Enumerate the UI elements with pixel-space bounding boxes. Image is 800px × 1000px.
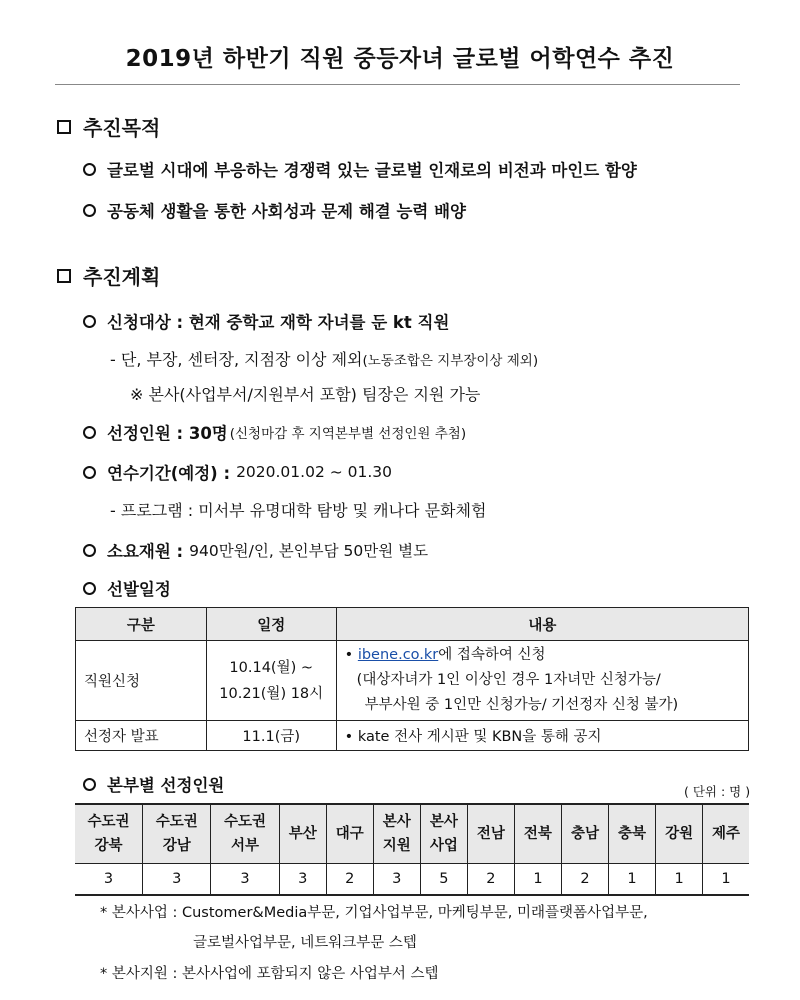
region-header: 충남 bbox=[561, 804, 608, 864]
section-purpose-heading bbox=[57, 112, 160, 141]
target-item: 신청대상 : 현재 중학교 재학 자녀를 둔 kt 직원 bbox=[83, 309, 449, 333]
region-header: 전남 bbox=[467, 804, 514, 864]
region-header: 대구 bbox=[326, 804, 373, 864]
table-header-row bbox=[76, 608, 749, 641]
page-title: 2019년 하반기 직원 중등자녀 글로벌 어학연수 추진 bbox=[125, 46, 675, 72]
region-count: 2 bbox=[326, 864, 373, 896]
purpose-item: 공동체 생활을 통한 사회성과 문제 해결 능력 배양 bbox=[83, 198, 466, 222]
section-plan-heading bbox=[57, 261, 160, 290]
circle-bullet-icon bbox=[83, 204, 96, 217]
table-row bbox=[76, 641, 749, 721]
region-count: 2 bbox=[561, 864, 608, 896]
region-header: 본사 사업 bbox=[420, 804, 467, 864]
count-item: 선정인원 : 30명 (신청마감 후 지역본부별 선정인원 추첨) bbox=[83, 420, 466, 444]
target-note: ※ 본사(사업부서/지원부서 포함) 팀장은 지원 가능 bbox=[130, 385, 481, 404]
circle-bullet-icon bbox=[83, 582, 96, 595]
category-cell: 선정자 발표 bbox=[76, 721, 207, 751]
category-cell: 직원신청 bbox=[76, 641, 207, 721]
circle-bullet-icon bbox=[83, 778, 96, 791]
date-cell: 11.1(금) bbox=[206, 721, 336, 751]
region-header: 수도권 강북 bbox=[75, 804, 143, 864]
region-count: 3 bbox=[143, 864, 211, 896]
quota-table bbox=[75, 803, 749, 896]
region-count: 1 bbox=[514, 864, 561, 896]
table-header-row bbox=[75, 804, 749, 864]
column-header: 구분 bbox=[76, 608, 207, 641]
target-exclusion: - 단, 부장, 센터장, 지점장 이상 제외(노동조합은 지부장이상 제외) bbox=[110, 350, 539, 369]
column-header: 내용 bbox=[336, 608, 748, 641]
region-header: 부산 bbox=[279, 804, 326, 864]
section-purpose-label: 추진목적 bbox=[83, 116, 161, 140]
ibene-link[interactable]: ibene.co.kr bbox=[357, 647, 439, 663]
region-count: 1 bbox=[656, 864, 703, 896]
purpose-item: 글로벌 시대에 부응하는 경쟁력 있는 글로벌 인재로의 비전과 마인드 함양 bbox=[83, 157, 637, 181]
region-count: 3 bbox=[279, 864, 326, 896]
square-bullet-icon bbox=[57, 269, 71, 283]
region-count: 1 bbox=[703, 864, 749, 896]
period-item: 연수기간(예정) : 2020.01.02 ~ 01.30 bbox=[83, 460, 392, 484]
date-cell: 10.14(월) ~ 10.21(월) 18시 bbox=[206, 641, 336, 721]
region-count: 2 bbox=[467, 864, 514, 896]
region-count: 3 bbox=[75, 864, 143, 896]
column-header: 일정 bbox=[206, 608, 336, 641]
circle-bullet-icon bbox=[83, 315, 96, 328]
circle-bullet-icon bbox=[83, 163, 96, 176]
region-header: 충북 bbox=[609, 804, 656, 864]
circle-bullet-icon bbox=[83, 544, 96, 557]
region-header: 전북 bbox=[514, 804, 561, 864]
schedule-table bbox=[75, 607, 749, 751]
content-cell: • kate 전사 게시판 및 KBN을 통해 공지 bbox=[336, 721, 748, 751]
region-count: 3 bbox=[211, 864, 279, 896]
region-count: 5 bbox=[420, 864, 467, 896]
square-bullet-icon bbox=[57, 120, 71, 134]
footnote-business-cont: 글로벌사업부문, 네트워크부문 스텝 bbox=[193, 935, 417, 951]
budget-item: 소요재원 : 940만원/인, 본인부담 50만원 별도 bbox=[83, 538, 428, 562]
unit-label: ( 단위 : 명 ) bbox=[684, 784, 751, 799]
circle-bullet-icon bbox=[83, 466, 96, 479]
table-row bbox=[75, 864, 749, 896]
quota-item: 본부별 선정인원 bbox=[83, 772, 224, 796]
region-header: 수도권 강남 bbox=[143, 804, 211, 864]
region-count: 3 bbox=[373, 864, 420, 896]
region-count: 1 bbox=[609, 864, 656, 896]
region-header: 수도권 서부 bbox=[211, 804, 279, 864]
section-plan-label: 추진계획 bbox=[83, 265, 161, 289]
footnote-support: * 본사지원 : 본사사업에 포함되지 않은 사업부서 스텝 bbox=[100, 966, 439, 982]
circle-bullet-icon bbox=[83, 426, 96, 439]
schedule-item: 선발일정 bbox=[83, 576, 171, 600]
region-header: 강원 bbox=[656, 804, 703, 864]
content-cell: • ibene.co.kr에 접속하여 신청 (대상자녀가 1인 이상인 경우 1자녀만 신청가능/ 부부사원 중 1인만 신청가능/ 기선정자 신청 불가) bbox=[336, 641, 748, 721]
region-header: 제주 bbox=[703, 804, 749, 864]
region-header: 본사 지원 bbox=[373, 804, 420, 864]
table-row bbox=[76, 721, 749, 751]
footnote-business: * 본사사업 : Customer&Media부문, 기업사업부문, 마케팅부문, 미래플랫폼사업부문, bbox=[100, 905, 648, 921]
program-line: - 프로그램 : 미서부 유명대학 탐방 및 캐나다 문화체험 bbox=[110, 501, 487, 520]
title-divider bbox=[55, 84, 740, 85]
